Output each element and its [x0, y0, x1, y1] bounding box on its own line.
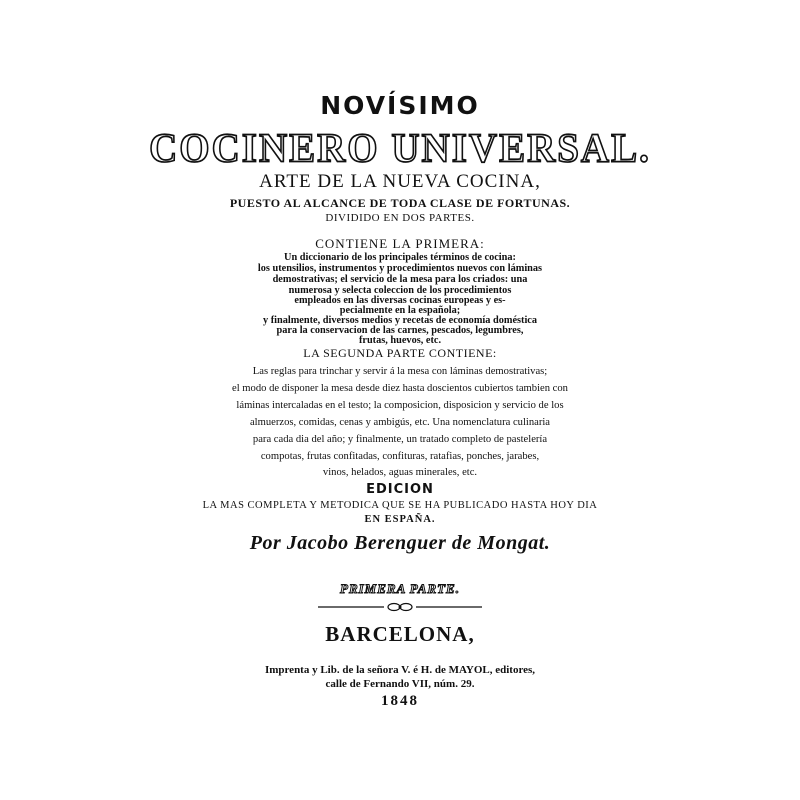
printer-line: Imprenta y Lib. de la señora V. é H. de MAYOL, editores, [264, 664, 536, 676]
first-part-line: demostrativas; el servicio de la mesa para los criados: una [272, 274, 528, 285]
first-part-line: los utensilios, instrumentos y procedimientos nuevos con láminas [257, 263, 543, 274]
city: BARCELONA, [325, 622, 475, 646]
novisimo-heading: NOVÍSIMO [320, 91, 480, 120]
second-part-line: compotas, frutas confitadas, confituras, ratafias, ponches, jarabes, [260, 451, 540, 462]
first-part-line: empleados en las diversas cocinas europeas y es- [294, 295, 506, 306]
main-title: COCINERO UNIVERSAL. [149, 125, 651, 172]
subtitle: ARTE DE LA NUEVA COCINA, [259, 171, 541, 192]
second-part-line: almuerzos, comidas, cenas y ambigús, etc. Una nomenclatura culinaria [249, 417, 551, 428]
second-part-line: el modo de disponer la mesa desde diez hasta doscientos cubiertos tambien con [232, 383, 568, 394]
second-part-line: vinos, helados, aguas minerales, etc. [322, 467, 478, 478]
first-part-line: frutas, huevos, etc. [358, 335, 442, 346]
ornament-divider [310, 601, 490, 613]
first-part-line: pecialmente en la española; [339, 305, 461, 316]
second-part-line: Las reglas para trinchar y servir á la mesa con láminas demostrativas; [252, 366, 548, 377]
divided-note: DIVIDIDO EN DOS PARTES. [325, 212, 475, 224]
part-label: PRIMERA PARTE. [340, 581, 460, 596]
first-part-line: para la conservacion de las carnes, pescados, legumbres, [276, 325, 524, 336]
first-part-heading: CONTIENE LA PRIMERA: [315, 236, 485, 251]
second-part-heading: LA SEGUNDA PARTE CONTIENE: [303, 346, 497, 360]
author-line: Por Jacobo Berenguer de Mongat. [249, 532, 551, 554]
printer-address: calle de Fernando VII, núm. 29. [325, 678, 475, 690]
subtitle-fortunas: PUESTO AL ALCANCE DE TODA CLASE DE FORTUNAS. [229, 196, 571, 210]
edition-line: EN ESPAÑA. [364, 514, 436, 525]
first-part-line: Un diccionario de los principales términos de cocina: [284, 252, 516, 263]
edition-heading: EDICION [366, 482, 434, 497]
first-part-line: numerosa y selecta coleccion de los procedimientos [288, 285, 512, 296]
second-part-line: para cada dia del año; y finalmente, un tratado completo de pastelería [252, 434, 548, 445]
edition-line: LA MAS COMPLETA Y METODICA QUE SE HA PUBLICADO HASTA HOY DIA [202, 500, 598, 511]
publication-year: 1848 [381, 693, 419, 709]
first-part-line: y finalmente, diversos medios y recetas de economía doméstica [262, 315, 538, 326]
second-part-line: láminas intercaladas en el testo; la composicion, disposicion y servicio de los [236, 400, 564, 411]
